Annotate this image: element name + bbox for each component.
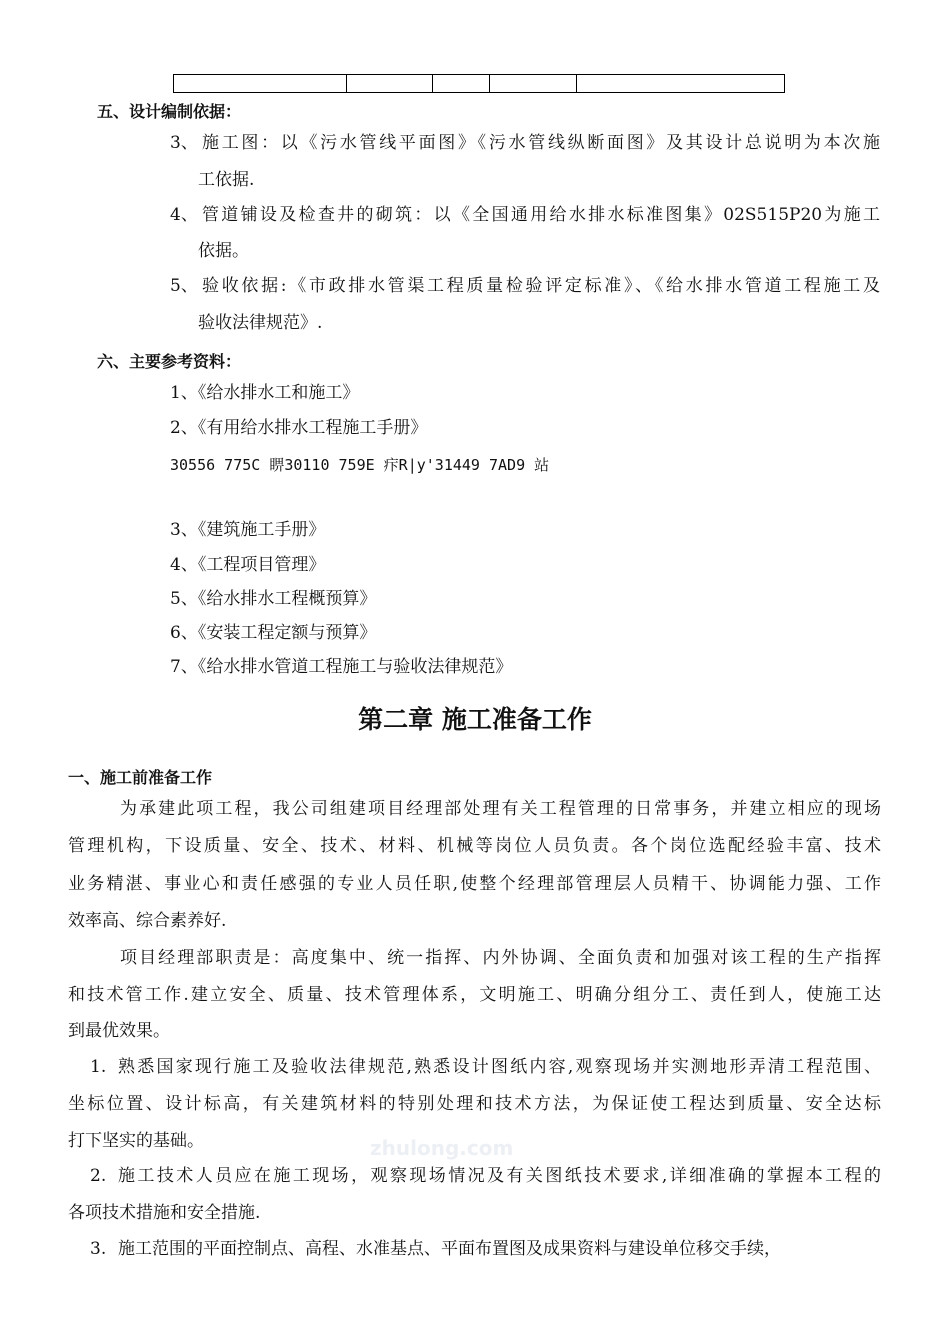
section5-item-3-line1: 施工图：以《污水管线平面图》《污水管线纵断面图》及其设计总说明为本次施 (202, 133, 880, 153)
paragraph-line: 和技术管工作.建立安全、质量、技术管理体系，文明施工、明确分组分工、责任到人，使施工达 (68, 985, 881, 1005)
paragraph-line: 管理机构，下设质量、安全、技术、材料、机械等岗位人员负责。各个岗位选配经验丰富、技术 (68, 836, 881, 856)
section5-item-3-no: 3、 (170, 133, 198, 153)
list-number: 1. (90, 1057, 107, 1077)
section5-heading: 五、设计编制依据： (97, 102, 242, 121)
section5-item-5-line1: 验收依据:《市政排水管渠工程质量检验评定标准》、《给水排水管道工程施工及 (202, 276, 880, 296)
list-item-line: 坐标位置、设计标高，有关建筑材料的特别处理和技术方法，为保证使工程达到质量、安全达标 (68, 1094, 881, 1114)
section5-item-4-no: 4、 (170, 205, 198, 225)
reference-item: 4、《工程项目管理》 (170, 555, 326, 575)
section5-item-4-line2: 依据。 (198, 241, 249, 261)
paragraph-line: 业务精湛、事业心和责任感强的专业人员任职,使整个经理部管理层人员精干、协调能力强、工作 (68, 874, 881, 894)
table-cell-divider (346, 75, 347, 92)
section6-heading: 六、主要参考资料： (97, 352, 242, 371)
paragraph-line: 项目经理部职责是：高度集中、统一指挥、内外协调、全面负责和加强对该工程的生产指挥 (120, 948, 881, 968)
chapter-title: 第二章 施工准备工作 (358, 705, 592, 734)
list-item-line: 熟悉国家现行施工及验收法律规范,熟悉设计图纸内容,观察现场并实测地形弄清工程范围、 (118, 1057, 881, 1077)
table-cell-divider (489, 75, 490, 92)
reference-item: 7、《给水排水管道工程施工与验收法律规范》 (170, 657, 513, 677)
table-cell-divider (432, 75, 433, 92)
reference-item: 3、《建筑施工手册》 (170, 520, 326, 540)
section5-item-4-line1: 管道铺设及检查井的砌筑：以《全国通用给水排水标准图集》02S515P20为施工 (202, 205, 880, 225)
list-number: 2. (90, 1166, 107, 1186)
paragraph-line: 为承建此项工程，我公司组建项目经理部处理有关工程管理的日常事务，并建立相应的现场 (120, 799, 881, 819)
list-number: 3. (90, 1239, 107, 1259)
table-fragment (173, 74, 785, 93)
reference-item: 5、《给水排水工程概预算》 (170, 589, 377, 609)
subsection-heading: 一、施工前准备工作 (68, 768, 213, 787)
section5-item-5-no: 5、 (170, 276, 198, 296)
section5-item-3-line2: 工依据. (198, 170, 255, 190)
watermark-text: zhulong.com (370, 1136, 514, 1160)
garbled-text-line: 30556 775C 睤30110 759E 疜R|y'31449 7AD9 站 (170, 456, 550, 474)
section5-item-5-line2: 验收法律规范》. (198, 313, 323, 333)
list-item-line: 打下坚实的基础。 (68, 1131, 204, 1151)
paragraph-line: 到最优效果。 (68, 1021, 170, 1041)
reference-item: 6、《安装工程定额与预算》 (170, 623, 377, 643)
list-item-line: 各项技术措施和安全措施. (68, 1203, 261, 1223)
table-cell-divider (576, 75, 577, 92)
reference-item: 2、《有用给水排水工程施工手册》 (170, 418, 428, 438)
reference-item: 1、《给水排水工和施工》 (170, 383, 360, 403)
list-item-line: 施工范围的平面控制点、高程、水准基点、平面布置图及成果资料与建设单位移交手续， (118, 1239, 781, 1259)
list-item-line: 施工技术人员应在施工现场，观察现场情况及有关图纸技术要求,详细准确的掌握本工程的 (118, 1166, 881, 1186)
paragraph-line: 效率高、综合素养好. (68, 911, 227, 931)
